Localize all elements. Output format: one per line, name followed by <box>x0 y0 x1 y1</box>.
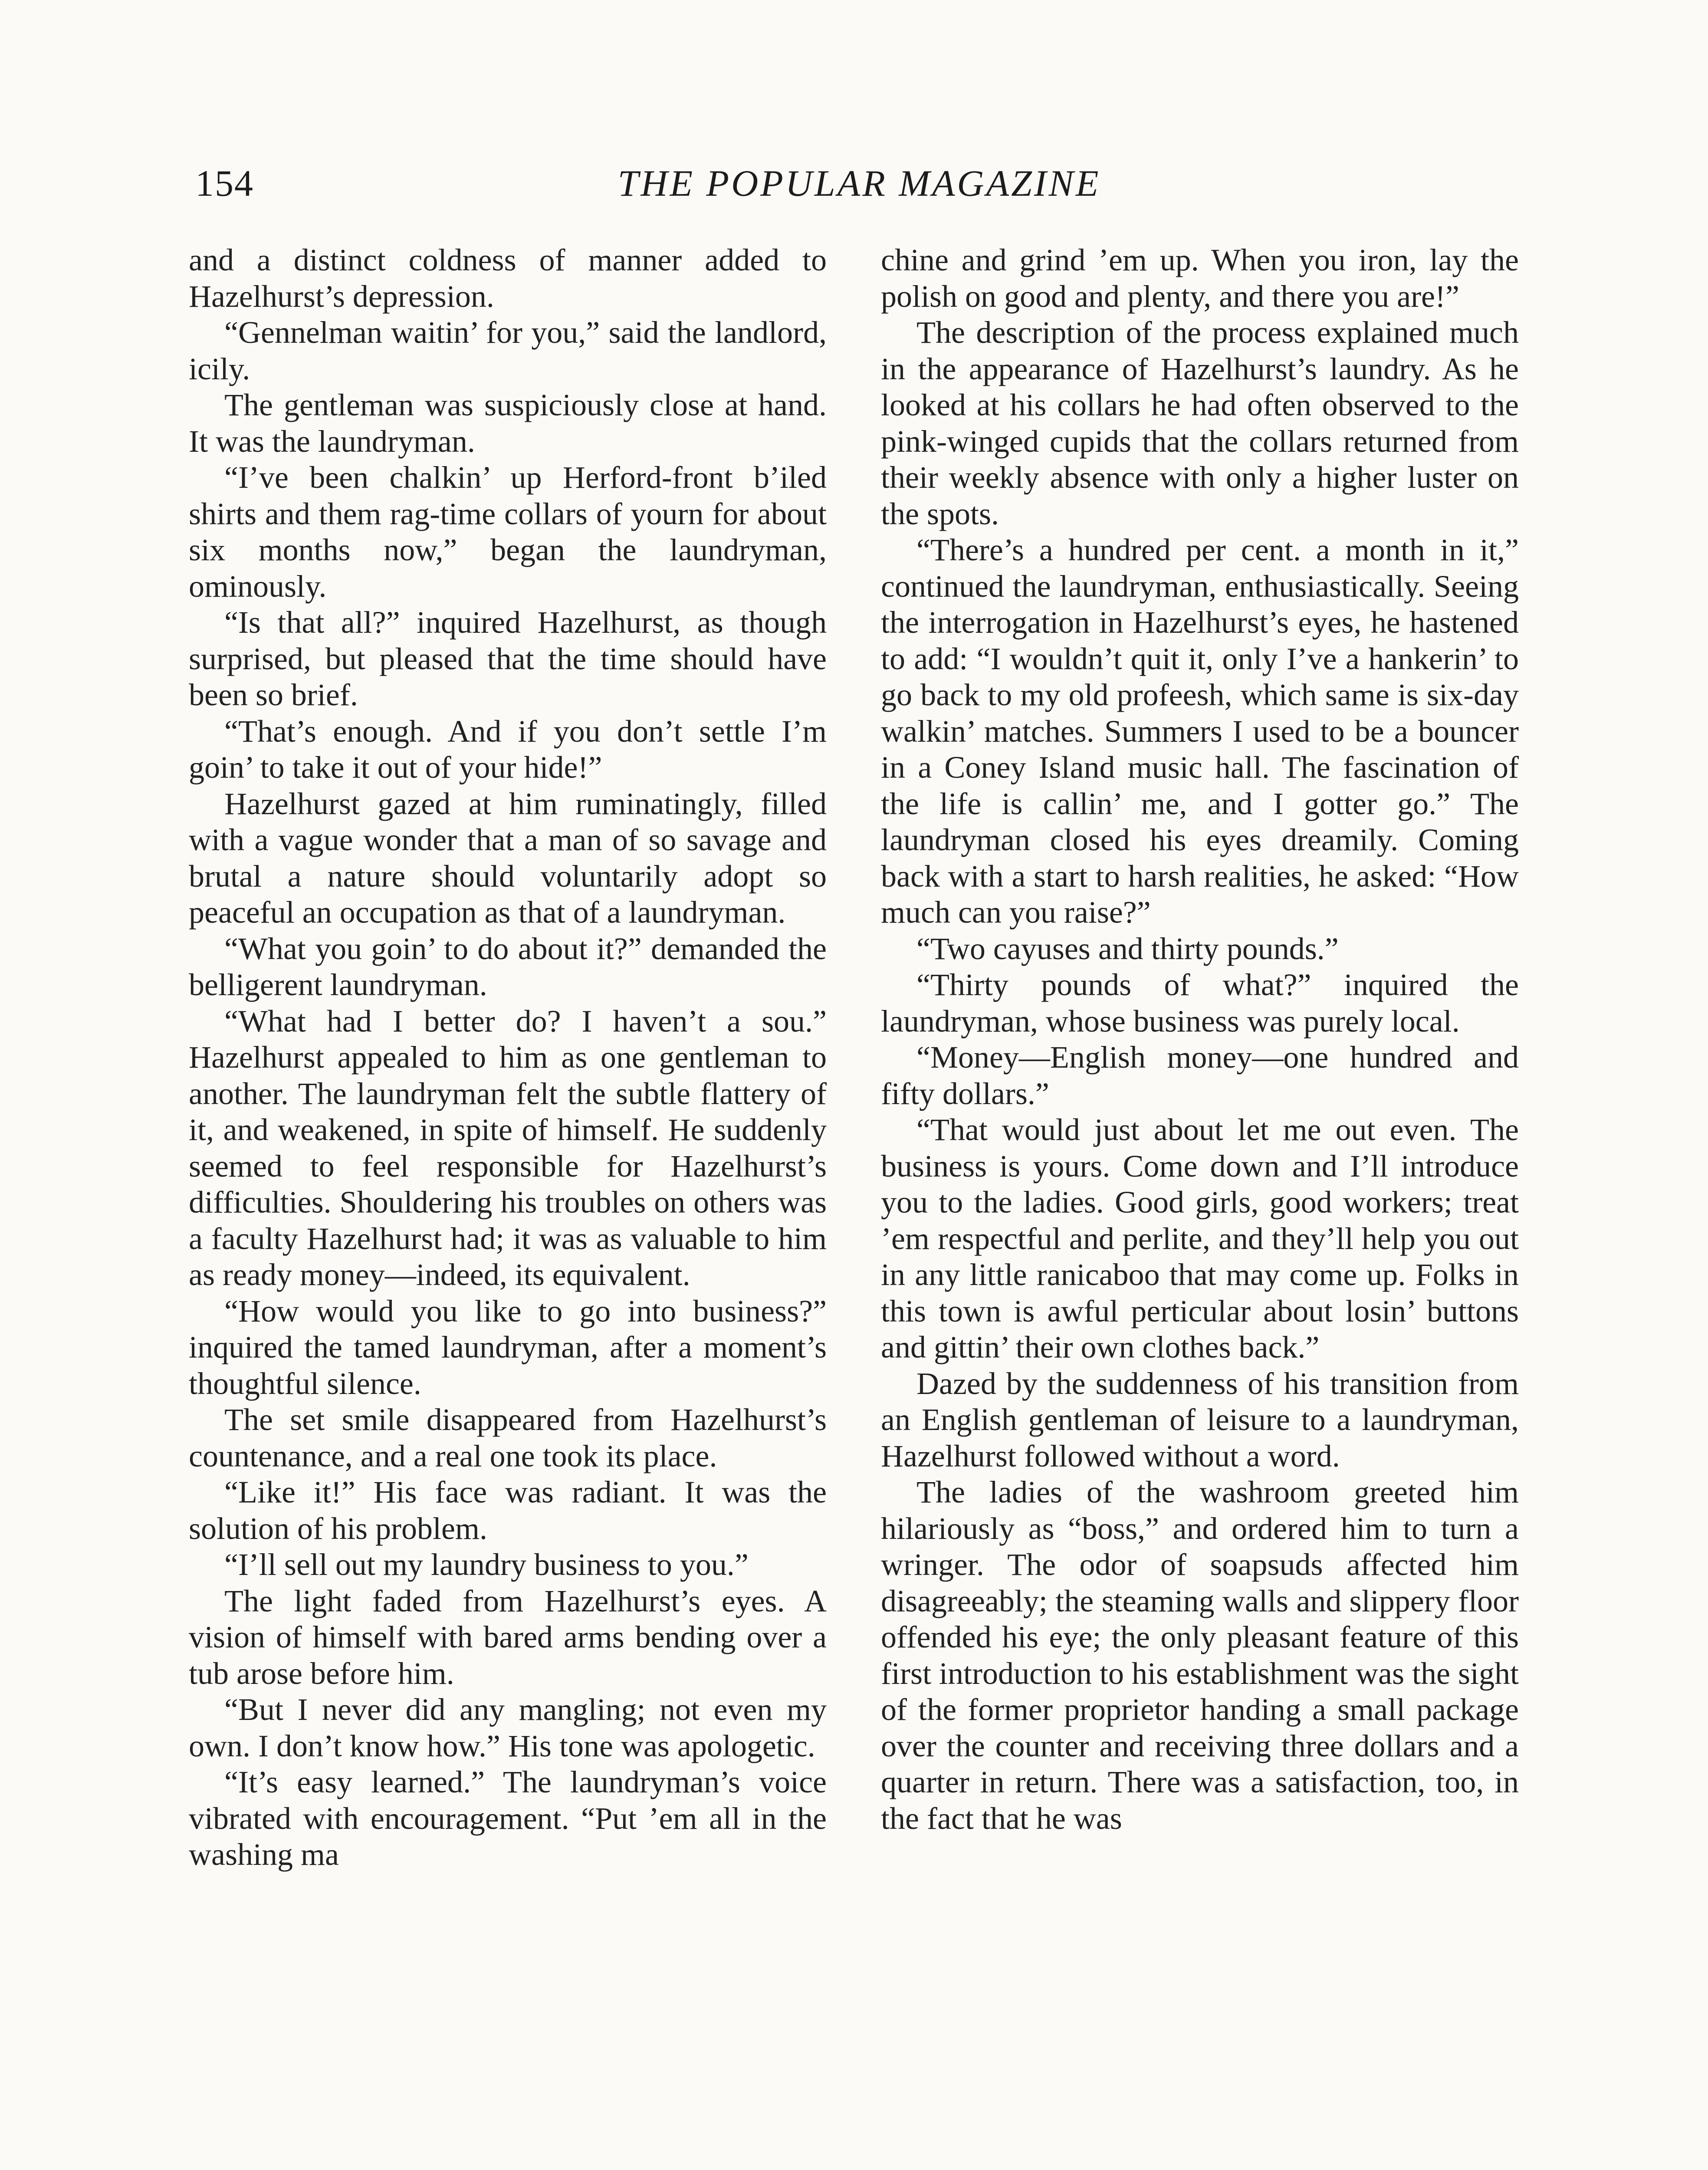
paragraph: “I’ve been chalkin’ up Herford-front b’iled shirts and them rag-time collars of yourn for about six months now,” began the laundryman, ominously. <box>189 460 827 604</box>
right-column <box>881 242 1519 1837</box>
paragraph: “Gennelman waitin’ for you,” said the landlord, icily. <box>189 315 827 386</box>
paragraph: “How would you like to go into business?” inquired the tamed laundryman, after a moment’s thoughtful silence. <box>189 1293 827 1401</box>
paragraph: “What had I better do? I haven’t a sou.” Hazelhurst appealed to him as one gentleman to another. The laundryman felt the subtle flattery of it, and weakened, in spite of himself. He suddenly seemed to feel responsible for Hazelhurst’s difficulties. Shouldering his troubles on others was a faculty Hazelhurst had; it was as valuable to him as ready money—indeed, its equivalent. <box>189 1003 827 1292</box>
paragraph: The gentleman was suspiciously close at hand. It was the laundryman. <box>189 388 827 459</box>
paragraph: “Two cayuses and thirty pounds.” <box>916 931 1339 966</box>
paragraph: The description of the process explained much in the appearance of Hazelhurst’s laundry. As he looked at his collars he had often observed to the pink-winged cupids that the collars returned from their weekly absence with only a higher luster on the spots. <box>881 315 1519 531</box>
paragraph: chine and grind ’em up. When you iron, lay the polish on good and plenty, and there you are!” <box>881 243 1519 314</box>
paragraph: “Like it!” His face was radiant. It was the solution of his problem. <box>189 1475 827 1546</box>
paragraph: Dazed by the suddenness of his transition from an English gentleman of leisure to a laundryman, Hazelhurst followed without a word. <box>881 1366 1519 1473</box>
paragraph: The light faded from Hazelhurst’s eyes. A vision of himself with bared arms bending over a tub arose before him. <box>189 1583 827 1691</box>
paragraph: “It’s easy learned.” The laundryman’s voice vibrated with encouragement. “Put ’em all in the washing ma <box>189 1765 827 1872</box>
paragraph: “Is that all?” inquired Hazelhurst, as though surprised, but pleased that the time should have been so brief. <box>189 605 827 712</box>
paragraph: Hazelhurst gazed at him ruminatingly, filled with a vague wonder that a man of so savage and brutal a nature should voluntarily adopt so peaceful an occupation as that of a laundryman. <box>189 786 827 930</box>
paragraph: “I’ll sell out my laundry business to you.” <box>224 1547 749 1582</box>
paragraph: “There’s a hundred per cent. a month in it,” continued the laundryman, enthusiastically. Seeing the interrogation in Hazelhurst’s eyes, he hastened to add: “I wouldn’t quit it, only I’ve a hankerin’ to go back to my old profeesh, which same is six-day walkin’ matches. Summers I used to be a bouncer in a Coney Island music hall. The fascination of the life is callin’ me, and I gotter go.” The laundryman closed his eyes dreamily. Coming back with a start to harsh realities, he asked: “How much can you raise?” <box>881 533 1519 930</box>
paragraph: “But I never did any mangling; not even my own. I don’t know how.” His tone was apologetic. <box>189 1692 827 1763</box>
paragraph: “That’s enough. And if you don’t settle I’m goin’ to take it out of your hide!” <box>189 713 827 785</box>
left-column <box>189 242 827 1873</box>
paragraph: and a distinct coldness of manner added to Hazelhurst’s depression. <box>189 243 827 314</box>
paragraph: “Money—English money—one hundred and fifty dollars.” <box>881 1040 1519 1111</box>
running-title: THE POPULAR MAGAZINE <box>618 162 1101 204</box>
page-number: 154 <box>195 162 254 204</box>
paragraph: “What you goin’ to do about it?” demanded the belligerent laundryman. <box>189 931 827 1002</box>
paragraph: The ladies of the washroom greeted him hilariously as “boss,” and ordered him to turn a wringer. The odor of soapsuds affected him disagreeably; the steaming walls and slippery floor offended his eye; the only pleasant feature of this first introduction to his establishment was the sight of the former proprietor handing a small package over the counter and receiving three dollars and a quarter in return. There was a satisfaction, too, in the fact that he was <box>881 1475 1519 1836</box>
paragraph: The set smile disappeared from Hazelhurst’s countenance, and a real one took its place. <box>189 1402 827 1473</box>
paragraph: “Thirty pounds of what?” inquired the laundryman, whose business was purely local. <box>881 967 1519 1039</box>
paragraph: “That would just about let me out even. The business is yours. Come down and I’ll introduce you to the ladies. Good girls, good workers; treat ’em respectful and perlite, and they’ll help you out in any little ranicaboo that may come up. Folks in this town is awful perticular about losin’ buttons and gittin’ their own clothes back.” <box>881 1112 1519 1364</box>
